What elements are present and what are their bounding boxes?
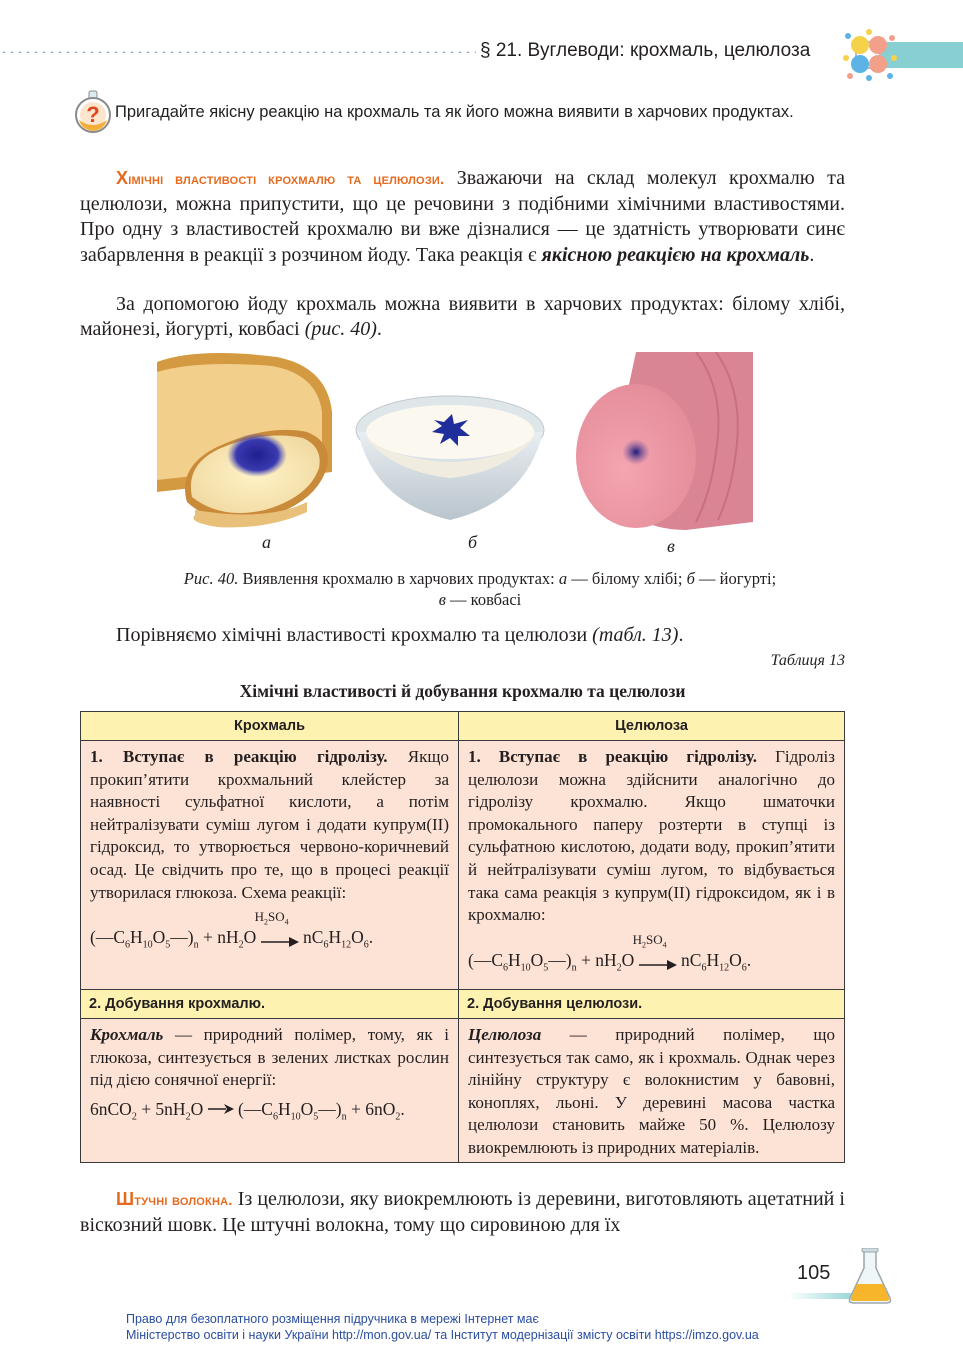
table-header-starch: Крохмаль: [80, 711, 459, 741]
cellulose-hydrolysis-equation: $(—C_6H_{10}O_5—)_n + nH_2O$ $H_2SO_4$ $nC_6H_{12}O_6$.: [468, 931, 752, 974]
figure-caption: Рис. 40. Виявлення крохмалю в харчових продуктах: а — білому хлібі; б — йогурті; в — ковбасі: [183, 569, 777, 609]
section2-paragraph: Штучні волокна. Із целюлози, яку виокремлюють із деревини, виготовляють ацетатний і віскозний шовк. Це штучні волокна, тому що сировиною для їх: [80, 1188, 845, 1237]
properties-table: [80, 711, 845, 1163]
section1-heading: Хімічні властивості крохмалю та целюлози.: [116, 168, 445, 188]
section1-paragraph: Хімічні властивості крохмалю та целюлози. Зважаючи на склад молекул крохмалю та целюлози, можна припустити, що це речовини з подібними хімічними властивостями. Про одну з властивостей крохмалю ви вже дізналися — це здатність утворювати синє забарвлення в реакції з розчином йоду. Така реакція є якісною реакцією на крохмаль.: [80, 167, 846, 266]
arrow-icon: $H_2SO_4$: [261, 932, 299, 946]
table-title: Хімічні властивості й добування крохмалю та целюлози: [239, 681, 686, 701]
molecule-icon: [842, 28, 898, 82]
yogurt-bowl-image: [354, 352, 547, 530]
cellulose-production-cell: Целюлоза — природний полімер, що синтезується так само, як і крохмаль. Однак через лінійну структуру є волокнистим у бавовні, коноплях, льоні. У деревині масова частка целюлози становить майже 50 %. Целюлозу виокремлюють із природних матеріалів.: [458, 1018, 845, 1163]
cellulose-hydrolysis-cell: 1. Вступає в реакцію гідролізу. Гідроліз целюлози можна здійснити аналогічно до гідролізу крохмалю. Якщо шматочки промокального паперу розтерти в ступці із сульфатною кислотою, додати воду, прокип’ятити й нейтралізувати суміш лугом, то відбувається така сама реакція з купрум(ІІ) гідроксидом, як і в крохмалю: $(—C_6H_{10}O_5—)_n + nH_2O$ $H_2SO_4$ $nC_6H_{12}O_6$.: [458, 740, 845, 990]
starch-hydrolysis-cell: 1. Вступає в реакцію гідролізу. Якщо прокип’ятити крохмальний клейстер за наявності сульфатної кислоти, а потім нейтралізувати суміш лугом і додати купрум(ІІ) гідроксид, то утворюється червоно-коричневий осад. Це свідчить про те, що в процесі реакції утворилася глюкоза. Схема реакції: $(—C_6H_{10}O_5—)_n + nH_2O$ $H_2SO_4$ $nC_6H_{12}O_6$.: [80, 740, 459, 990]
sausage-image: [576, 352, 753, 530]
arrow-icon: $H_2SO_4$: [639, 955, 677, 969]
question-text: Пригадайте якісну реакцію на крохмаль та як його можна виявити в харчових продуктах.: [115, 103, 794, 121]
starch-production-heading: 2. Добування крохмалю.: [80, 989, 459, 1019]
qualitative-reaction-term: якісною реакцією на крохмаль: [541, 243, 810, 266]
photosynthesis-equation: $6nCO_2 + 5nH_2O$ $(—C_6H_{10}O_5—)_n + 6nO_2$.: [90, 1098, 405, 1123]
figure-label-b: б: [468, 532, 478, 552]
bread-image: [157, 352, 332, 530]
header-dotted-line: [0, 51, 476, 53]
figure-label-a: а: [262, 532, 271, 552]
flask-icon: [848, 1248, 892, 1304]
starch-production-cell: Крохмаль — природний полімер, тому, як і глюкоза, синтезується в зелених листках рослин під дією сонячної енергії: $6nCO_2 + 5nH_2O$ $(—C_6H_{10}O_5—)_n + 6nO_2$.: [80, 1018, 459, 1163]
section2-heading: Штучні волокна.: [116, 1189, 233, 1209]
question-flask-icon: [74, 90, 112, 134]
arrow-icon: [208, 1103, 234, 1115]
svg-text:?: ?: [86, 102, 100, 127]
table-label: Таблиця 13: [770, 652, 845, 669]
section1-paragraph-2: За допомогою йоду крохмаль можна виявити в харчових продуктах: білому хлібі, майонезі, йогурті, ковбасі (рис. 40).: [80, 293, 845, 341]
cellulose-production-heading: 2. Добування целюлози.: [458, 989, 845, 1019]
page-title: § 21. Вуглеводи: крохмаль, целюлоза: [480, 40, 811, 61]
compare-paragraph: Порівняємо хімічні властивості крохмалю та целюлози (табл. 13).: [116, 624, 684, 646]
table-header-cellulose: Целюлоза: [458, 711, 845, 741]
page-number: 105: [797, 1262, 831, 1284]
starch-hydrolysis-equation: $(—C_6H_{10}O_5—)_n + nH_2O$ $H_2SO_4$ $nC_6H_{12}O_6$.: [90, 909, 374, 951]
figure-label-c: в: [667, 536, 675, 556]
rights-notice: Право для безоплатного розміщення підручника в мережі Інтернет має Міністерство освіти і науки України http://mon.gov.ua/ та Інститут модернізації змісту освіти https://imzo.gov.ua: [126, 1312, 759, 1342]
